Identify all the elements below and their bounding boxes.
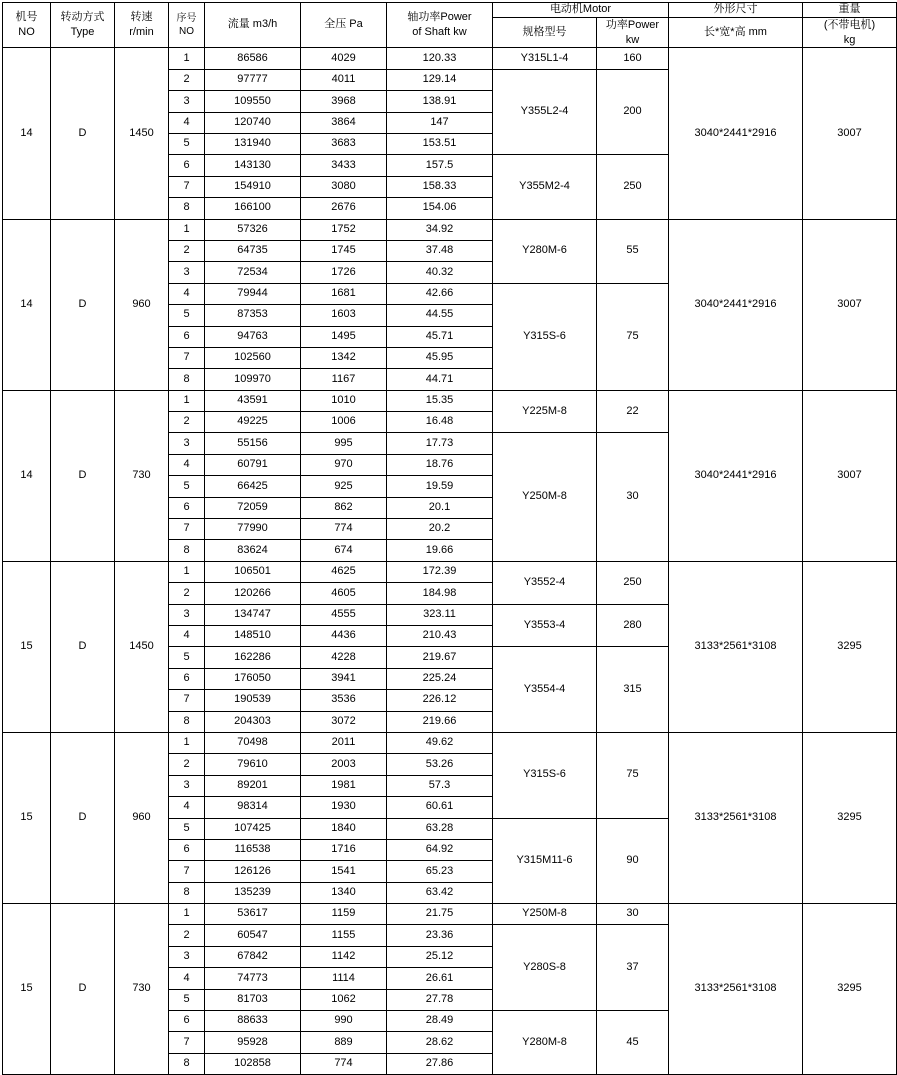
cell-speed: 1450 bbox=[115, 48, 169, 219]
cell-dimensions: 3040*2441*2916 bbox=[669, 390, 803, 561]
cell-shaft-power: 23.36 bbox=[387, 925, 493, 946]
cell-seq: 4 bbox=[169, 283, 205, 304]
header-drive-type-line1: 转动方式 bbox=[60, 11, 105, 24]
cell-seq: 3 bbox=[169, 946, 205, 967]
header-flow: 流量 m3/h bbox=[205, 3, 301, 48]
header-seq-line1: 序号 bbox=[176, 12, 197, 24]
cell-drive-type: D bbox=[51, 732, 115, 903]
header-shaft-power-line2: of Shaft kw bbox=[412, 26, 467, 39]
cell-shaft-power: 65.23 bbox=[387, 861, 493, 882]
cell-shaft-power: 323.11 bbox=[387, 604, 493, 625]
cell-flow: 74773 bbox=[205, 968, 301, 989]
cell-seq: 2 bbox=[169, 583, 205, 604]
cell-total-pressure: 2676 bbox=[301, 198, 387, 219]
cell-seq: 4 bbox=[169, 454, 205, 475]
cell-total-pressure: 1155 bbox=[301, 925, 387, 946]
header-motor-model: 规格型号 bbox=[493, 17, 597, 48]
cell-flow: 77990 bbox=[205, 519, 301, 540]
cell-total-pressure: 1981 bbox=[301, 775, 387, 796]
cell-seq: 6 bbox=[169, 155, 205, 176]
header-weight-sub-line2: kg bbox=[843, 33, 856, 46]
cell-flow: 79610 bbox=[205, 754, 301, 775]
cell-flow: 87353 bbox=[205, 305, 301, 326]
cell-shaft-power: 26.61 bbox=[387, 968, 493, 989]
cell-motor-power: 160 bbox=[597, 48, 669, 69]
cell-shaft-power: 45.95 bbox=[387, 347, 493, 368]
cell-seq: 3 bbox=[169, 262, 205, 283]
cell-total-pressure: 1726 bbox=[301, 262, 387, 283]
cell-flow: 154910 bbox=[205, 176, 301, 197]
cell-total-pressure: 3536 bbox=[301, 690, 387, 711]
cell-seq: 6 bbox=[169, 497, 205, 518]
header-dimensions-sub: 长*宽*高 mm bbox=[669, 17, 803, 48]
cell-seq: 8 bbox=[169, 711, 205, 732]
header-row-1 bbox=[3, 3, 897, 18]
cell-motor-power: 30 bbox=[597, 433, 669, 561]
cell-seq: 6 bbox=[169, 839, 205, 860]
cell-seq: 6 bbox=[169, 1011, 205, 1032]
cell-shaft-power: 219.67 bbox=[387, 647, 493, 668]
cell-drive-type: D bbox=[51, 561, 115, 732]
cell-flow: 83624 bbox=[205, 540, 301, 561]
header-shaft-power bbox=[387, 3, 493, 48]
cell-total-pressure: 925 bbox=[301, 476, 387, 497]
cell-flow: 64735 bbox=[205, 240, 301, 261]
cell-seq: 5 bbox=[169, 134, 205, 155]
cell-shaft-power: 172.39 bbox=[387, 561, 493, 582]
cell-total-pressure: 4625 bbox=[301, 561, 387, 582]
cell-motor-power: 75 bbox=[597, 283, 669, 390]
cell-flow: 131940 bbox=[205, 134, 301, 155]
cell-seq: 5 bbox=[169, 818, 205, 839]
cell-seq: 2 bbox=[169, 412, 205, 433]
cell-seq: 4 bbox=[169, 112, 205, 133]
cell-flow: 94763 bbox=[205, 326, 301, 347]
cell-motor-model: Y315M11-6 bbox=[493, 818, 597, 904]
cell-seq: 7 bbox=[169, 690, 205, 711]
spec-sheet bbox=[0, 2, 876, 1070]
cell-total-pressure: 1495 bbox=[301, 326, 387, 347]
cell-shaft-power: 27.78 bbox=[387, 989, 493, 1010]
cell-motor-power: 45 bbox=[597, 1011, 669, 1075]
cell-speed: 730 bbox=[115, 904, 169, 1075]
cell-seq: 2 bbox=[169, 925, 205, 946]
cell-motor-model: Y315S-6 bbox=[493, 732, 597, 818]
cell-total-pressure: 4011 bbox=[301, 69, 387, 90]
table-row bbox=[3, 904, 897, 925]
cell-seq: 3 bbox=[169, 433, 205, 454]
cell-shaft-power: 37.48 bbox=[387, 240, 493, 261]
header-motor-power bbox=[597, 17, 669, 48]
cell-total-pressure: 3683 bbox=[301, 134, 387, 155]
cell-flow: 120740 bbox=[205, 112, 301, 133]
cell-flow: 60547 bbox=[205, 925, 301, 946]
table-body bbox=[3, 48, 897, 1075]
cell-shaft-power: 147 bbox=[387, 112, 493, 133]
cell-drive-type: D bbox=[51, 390, 115, 561]
cell-shaft-power: 129.14 bbox=[387, 69, 493, 90]
cell-machine-no: 14 bbox=[3, 219, 51, 390]
cell-total-pressure: 1340 bbox=[301, 882, 387, 903]
cell-shaft-power: 210.43 bbox=[387, 625, 493, 646]
cell-weight: 3295 bbox=[803, 904, 897, 1075]
header-total-pressure: 全压 Pa bbox=[301, 3, 387, 48]
cell-total-pressure: 3072 bbox=[301, 711, 387, 732]
cell-total-pressure: 4228 bbox=[301, 647, 387, 668]
cell-flow: 98314 bbox=[205, 797, 301, 818]
table-header bbox=[3, 3, 897, 48]
cell-motor-power: 250 bbox=[597, 561, 669, 604]
cell-flow: 166100 bbox=[205, 198, 301, 219]
cell-seq: 4 bbox=[169, 797, 205, 818]
cell-flow: 70498 bbox=[205, 732, 301, 753]
cell-flow: 57326 bbox=[205, 219, 301, 240]
header-drive-type-line2: Type bbox=[70, 26, 95, 39]
cell-seq: 7 bbox=[169, 861, 205, 882]
cell-motor-model: Y280S-8 bbox=[493, 925, 597, 1011]
header-shaft-power-line1: 轴功率Power bbox=[407, 11, 472, 24]
cell-total-pressure: 862 bbox=[301, 497, 387, 518]
cell-seq: 3 bbox=[169, 604, 205, 625]
cell-flow: 86586 bbox=[205, 48, 301, 69]
cell-seq: 7 bbox=[169, 176, 205, 197]
header-weight-group: 重量 bbox=[803, 3, 897, 18]
cell-motor-power: 22 bbox=[597, 390, 669, 433]
header-machine-no-line1: 机号 bbox=[15, 11, 38, 24]
cell-seq: 5 bbox=[169, 476, 205, 497]
cell-drive-type: D bbox=[51, 48, 115, 219]
cell-shaft-power: 120.33 bbox=[387, 48, 493, 69]
cell-flow: 107425 bbox=[205, 818, 301, 839]
cell-drive-type: D bbox=[51, 219, 115, 390]
cell-flow: 67842 bbox=[205, 946, 301, 967]
cell-flow: 53617 bbox=[205, 904, 301, 925]
cell-weight: 3295 bbox=[803, 561, 897, 732]
cell-total-pressure: 3968 bbox=[301, 91, 387, 112]
header-motor-power-line1: 功率Power bbox=[605, 18, 660, 31]
cell-seq: 5 bbox=[169, 989, 205, 1010]
cell-weight: 3007 bbox=[803, 219, 897, 390]
cell-total-pressure: 1167 bbox=[301, 369, 387, 390]
table-row bbox=[3, 390, 897, 411]
cell-seq: 5 bbox=[169, 647, 205, 668]
cell-flow: 49225 bbox=[205, 412, 301, 433]
header-drive-type bbox=[51, 3, 115, 48]
cell-dimensions: 3133*2561*3108 bbox=[669, 732, 803, 903]
cell-motor-model: Y280M-6 bbox=[493, 219, 597, 283]
cell-seq: 8 bbox=[169, 198, 205, 219]
cell-machine-no: 14 bbox=[3, 48, 51, 219]
cell-flow: 143130 bbox=[205, 155, 301, 176]
cell-seq: 4 bbox=[169, 625, 205, 646]
cell-drive-type: D bbox=[51, 904, 115, 1075]
cell-flow: 135239 bbox=[205, 882, 301, 903]
cell-flow: 176050 bbox=[205, 668, 301, 689]
cell-seq: 2 bbox=[169, 240, 205, 261]
cell-seq: 1 bbox=[169, 48, 205, 69]
cell-flow: 162286 bbox=[205, 647, 301, 668]
table-row bbox=[3, 561, 897, 582]
cell-machine-no: 15 bbox=[3, 732, 51, 903]
cell-shaft-power: 15.35 bbox=[387, 390, 493, 411]
cell-motor-power: 30 bbox=[597, 904, 669, 925]
cell-weight: 3007 bbox=[803, 48, 897, 219]
cell-shaft-power: 19.66 bbox=[387, 540, 493, 561]
cell-flow: 116538 bbox=[205, 839, 301, 860]
cell-flow: 81703 bbox=[205, 989, 301, 1010]
cell-shaft-power: 34.92 bbox=[387, 219, 493, 240]
header-motor-group: 电动机Motor bbox=[493, 3, 669, 18]
cell-motor-power: 280 bbox=[597, 604, 669, 647]
cell-flow: 66425 bbox=[205, 476, 301, 497]
cell-flow: 204303 bbox=[205, 711, 301, 732]
cell-speed: 730 bbox=[115, 390, 169, 561]
header-weight-sub-line1: (不带电机) bbox=[823, 18, 876, 31]
cell-motor-power: 250 bbox=[597, 155, 669, 219]
cell-total-pressure: 889 bbox=[301, 1032, 387, 1053]
header-dimensions-group: 外形尺寸 bbox=[669, 3, 803, 18]
cell-total-pressure: 3433 bbox=[301, 155, 387, 176]
cell-total-pressure: 3864 bbox=[301, 112, 387, 133]
table-row bbox=[3, 219, 897, 240]
cell-motor-model: Y250M-8 bbox=[493, 904, 597, 925]
cell-shaft-power: 60.61 bbox=[387, 797, 493, 818]
cell-shaft-power: 45.71 bbox=[387, 326, 493, 347]
cell-motor-model: Y315L1-4 bbox=[493, 48, 597, 69]
cell-flow: 148510 bbox=[205, 625, 301, 646]
cell-seq: 8 bbox=[169, 1053, 205, 1074]
cell-shaft-power: 28.49 bbox=[387, 1011, 493, 1032]
cell-seq: 1 bbox=[169, 561, 205, 582]
cell-speed: 1450 bbox=[115, 561, 169, 732]
cell-shaft-power: 28.62 bbox=[387, 1032, 493, 1053]
cell-shaft-power: 153.51 bbox=[387, 134, 493, 155]
header-speed bbox=[115, 3, 169, 48]
cell-total-pressure: 990 bbox=[301, 1011, 387, 1032]
cell-shaft-power: 27.86 bbox=[387, 1053, 493, 1074]
cell-total-pressure: 674 bbox=[301, 540, 387, 561]
cell-seq: 1 bbox=[169, 732, 205, 753]
cell-total-pressure: 1006 bbox=[301, 412, 387, 433]
cell-shaft-power: 157.5 bbox=[387, 155, 493, 176]
cell-shaft-power: 154.06 bbox=[387, 198, 493, 219]
cell-seq: 3 bbox=[169, 775, 205, 796]
cell-shaft-power: 64.92 bbox=[387, 839, 493, 860]
cell-motor-power: 37 bbox=[597, 925, 669, 1011]
cell-total-pressure: 1603 bbox=[301, 305, 387, 326]
cell-shaft-power: 17.73 bbox=[387, 433, 493, 454]
cell-shaft-power: 53.26 bbox=[387, 754, 493, 775]
cell-total-pressure: 3941 bbox=[301, 668, 387, 689]
cell-machine-no: 14 bbox=[3, 390, 51, 561]
cell-seq: 3 bbox=[169, 91, 205, 112]
cell-shaft-power: 16.48 bbox=[387, 412, 493, 433]
cell-seq: 2 bbox=[169, 754, 205, 775]
cell-motor-power: 75 bbox=[597, 732, 669, 818]
cell-flow: 106501 bbox=[205, 561, 301, 582]
cell-seq: 1 bbox=[169, 390, 205, 411]
cell-weight: 3007 bbox=[803, 390, 897, 561]
cell-total-pressure: 3080 bbox=[301, 176, 387, 197]
cell-seq: 6 bbox=[169, 668, 205, 689]
cell-shaft-power: 20.1 bbox=[387, 497, 493, 518]
cell-flow: 97777 bbox=[205, 69, 301, 90]
cell-shaft-power: 44.71 bbox=[387, 369, 493, 390]
cell-total-pressure: 1114 bbox=[301, 968, 387, 989]
header-machine-no-line2: NO bbox=[18, 26, 35, 39]
cell-shaft-power: 18.76 bbox=[387, 454, 493, 475]
cell-total-pressure: 1745 bbox=[301, 240, 387, 261]
cell-shaft-power: 63.28 bbox=[387, 818, 493, 839]
cell-weight: 3295 bbox=[803, 732, 897, 903]
header-motor-power-line2: kw bbox=[625, 33, 640, 46]
cell-flow: 102560 bbox=[205, 347, 301, 368]
cell-total-pressure: 1541 bbox=[301, 861, 387, 882]
cell-motor-power: 315 bbox=[597, 647, 669, 733]
header-seq-line2: NO bbox=[179, 26, 194, 38]
cell-motor-model: Y3554-4 bbox=[493, 647, 597, 733]
cell-motor-model: Y355M2-4 bbox=[493, 155, 597, 219]
cell-seq: 8 bbox=[169, 540, 205, 561]
cell-total-pressure: 4605 bbox=[301, 583, 387, 604]
cell-seq: 1 bbox=[169, 904, 205, 925]
cell-total-pressure: 774 bbox=[301, 519, 387, 540]
cell-total-pressure: 774 bbox=[301, 1053, 387, 1074]
cell-shaft-power: 49.62 bbox=[387, 732, 493, 753]
cell-speed: 960 bbox=[115, 732, 169, 903]
cell-seq: 4 bbox=[169, 968, 205, 989]
cell-shaft-power: 219.66 bbox=[387, 711, 493, 732]
cell-shaft-power: 40.32 bbox=[387, 262, 493, 283]
cell-flow: 72059 bbox=[205, 497, 301, 518]
cell-flow: 89201 bbox=[205, 775, 301, 796]
cell-motor-model: Y250M-8 bbox=[493, 433, 597, 561]
cell-total-pressure: 1342 bbox=[301, 347, 387, 368]
cell-total-pressure: 995 bbox=[301, 433, 387, 454]
cell-seq: 2 bbox=[169, 69, 205, 90]
header-speed-line2: r/min bbox=[129, 26, 154, 39]
cell-flow: 190539 bbox=[205, 690, 301, 711]
cell-speed: 960 bbox=[115, 219, 169, 390]
cell-total-pressure: 1681 bbox=[301, 283, 387, 304]
cell-seq: 7 bbox=[169, 519, 205, 540]
cell-total-pressure: 1142 bbox=[301, 946, 387, 967]
fan-specification-table bbox=[2, 2, 897, 1075]
cell-shaft-power: 42.66 bbox=[387, 283, 493, 304]
cell-motor-power: 90 bbox=[597, 818, 669, 904]
cell-flow: 102858 bbox=[205, 1053, 301, 1074]
cell-shaft-power: 25.12 bbox=[387, 946, 493, 967]
cell-total-pressure: 1716 bbox=[301, 839, 387, 860]
cell-shaft-power: 44.55 bbox=[387, 305, 493, 326]
cell-total-pressure: 2011 bbox=[301, 732, 387, 753]
cell-motor-model: Y225M-8 bbox=[493, 390, 597, 433]
cell-shaft-power: 158.33 bbox=[387, 176, 493, 197]
cell-motor-model: Y3553-4 bbox=[493, 604, 597, 647]
cell-shaft-power: 19.59 bbox=[387, 476, 493, 497]
cell-shaft-power: 20.2 bbox=[387, 519, 493, 540]
cell-flow: 109970 bbox=[205, 369, 301, 390]
cell-flow: 72534 bbox=[205, 262, 301, 283]
header-seq bbox=[169, 3, 205, 48]
cell-flow: 79944 bbox=[205, 283, 301, 304]
cell-total-pressure: 4436 bbox=[301, 625, 387, 646]
cell-total-pressure: 970 bbox=[301, 454, 387, 475]
header-weight-sub bbox=[803, 17, 897, 48]
cell-shaft-power: 184.98 bbox=[387, 583, 493, 604]
cell-dimensions: 3040*2441*2916 bbox=[669, 219, 803, 390]
cell-seq: 7 bbox=[169, 1032, 205, 1053]
cell-flow: 88633 bbox=[205, 1011, 301, 1032]
cell-seq: 8 bbox=[169, 369, 205, 390]
cell-seq: 8 bbox=[169, 882, 205, 903]
header-machine-no bbox=[3, 3, 51, 48]
cell-flow: 120266 bbox=[205, 583, 301, 604]
cell-motor-power: 55 bbox=[597, 219, 669, 283]
cell-motor-power: 200 bbox=[597, 69, 669, 155]
cell-flow: 95928 bbox=[205, 1032, 301, 1053]
cell-shaft-power: 226.12 bbox=[387, 690, 493, 711]
cell-seq: 1 bbox=[169, 219, 205, 240]
cell-total-pressure: 1840 bbox=[301, 818, 387, 839]
cell-total-pressure: 1010 bbox=[301, 390, 387, 411]
cell-machine-no: 15 bbox=[3, 561, 51, 732]
cell-dimensions: 3133*2561*3108 bbox=[669, 904, 803, 1075]
cell-shaft-power: 21.75 bbox=[387, 904, 493, 925]
cell-total-pressure: 1752 bbox=[301, 219, 387, 240]
cell-shaft-power: 138.91 bbox=[387, 91, 493, 112]
cell-shaft-power: 63.42 bbox=[387, 882, 493, 903]
cell-total-pressure: 1159 bbox=[301, 904, 387, 925]
cell-flow: 126126 bbox=[205, 861, 301, 882]
cell-dimensions: 3133*2561*3108 bbox=[669, 561, 803, 732]
header-speed-line1: 转速 bbox=[130, 11, 153, 24]
cell-motor-model: Y280M-8 bbox=[493, 1011, 597, 1075]
cell-motor-model: Y3552-4 bbox=[493, 561, 597, 604]
cell-total-pressure: 1062 bbox=[301, 989, 387, 1010]
table-row bbox=[3, 48, 897, 69]
cell-shaft-power: 57.3 bbox=[387, 775, 493, 796]
cell-total-pressure: 2003 bbox=[301, 754, 387, 775]
table-row bbox=[3, 732, 897, 753]
cell-seq: 6 bbox=[169, 326, 205, 347]
cell-motor-model: Y355L2-4 bbox=[493, 69, 597, 155]
cell-flow: 55156 bbox=[205, 433, 301, 454]
cell-flow: 43591 bbox=[205, 390, 301, 411]
cell-dimensions: 3040*2441*2916 bbox=[669, 48, 803, 219]
cell-total-pressure: 4029 bbox=[301, 48, 387, 69]
cell-shaft-power: 225.24 bbox=[387, 668, 493, 689]
cell-motor-model: Y315S-6 bbox=[493, 283, 597, 390]
cell-seq: 7 bbox=[169, 347, 205, 368]
cell-machine-no: 15 bbox=[3, 904, 51, 1075]
cell-seq: 5 bbox=[169, 305, 205, 326]
cell-total-pressure: 1930 bbox=[301, 797, 387, 818]
cell-flow: 60791 bbox=[205, 454, 301, 475]
cell-flow: 109550 bbox=[205, 91, 301, 112]
cell-flow: 134747 bbox=[205, 604, 301, 625]
cell-total-pressure: 4555 bbox=[301, 604, 387, 625]
